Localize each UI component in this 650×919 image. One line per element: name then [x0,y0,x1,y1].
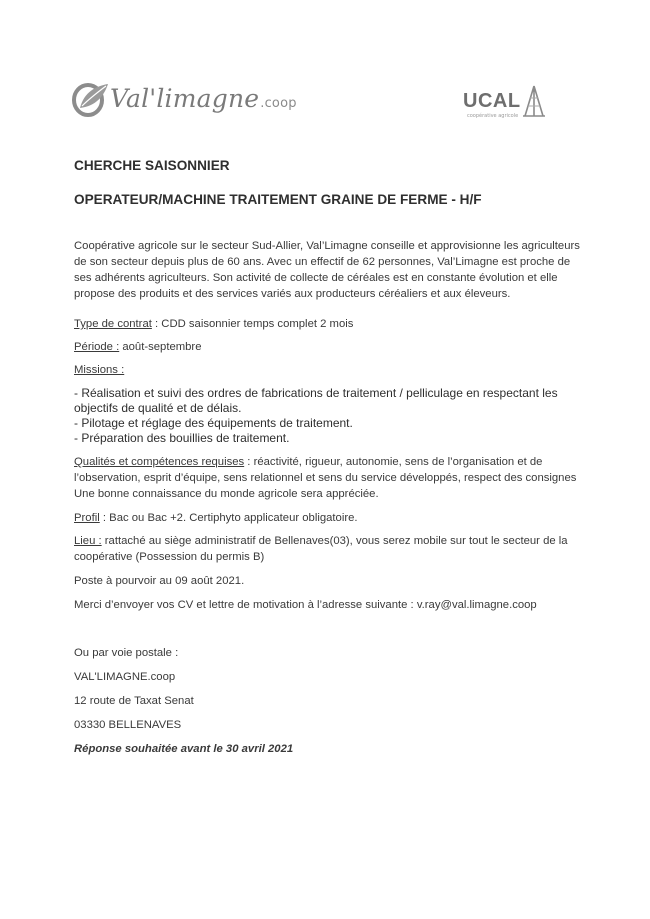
qualities-line-2: l’observation, esprit d’équipe, sens relationnel et sens du service développés, respect des consignes [74,472,577,484]
location-line-2: coopérative (Possession du permis B) [74,551,265,563]
start-date: Poste à pourvoir au 09 août 2021. [74,575,245,587]
intro-line-2: de son secteur depuis plus de 60 ans. Avec un effectif de 62 personnes, Val’Limagne est proche de [74,256,571,268]
postal-city: 03330 BELLENAVES [74,719,182,731]
vallimagne-logo [70,74,310,118]
postal-name: VAL'LIMAGNE.coop [74,671,176,683]
cv-instructions: Merci d’envoyer vos CV et lettre de motivation à l’adresse suivante : v.ray@val.limagne.coop [74,599,537,611]
mission-item-1-cont: objectifs de qualité et de délais. [74,401,242,415]
profile-value: : Bac ou Bac +2. Certiphyto applicateur obligatoire. [99,512,358,524]
contract-label: Type de contrat [74,318,152,330]
contract-value: : CDD saisonnier temps complet 2 mois [151,318,354,330]
logo-wordmark: Val'limagne [110,84,260,113]
job-title: OPERATEUR/MACHINE TRAITEMENT GRAINE DE FERME - H/F [74,192,482,207]
qualities-label: Qualités et compétences requises [74,456,245,468]
qualities-line-1: Qualités et compétences requises : réactivité, rigueur, autonomie, sens de l’organisation et de [74,456,543,468]
period-row [74,339,201,355]
period-label: Période : [74,341,120,353]
location-line-1: Lieu : rattaché au siège administratif de Bellenaves(03), vous serez mobile sur tout le secteur de la [74,535,568,547]
contract-row [74,316,353,332]
volcano-tower-icon [521,84,547,118]
ucal-tagline: coopérative agricole [467,113,519,119]
qualities-line-3: Une bonne connaissance du monde agricole sera appréciée. [74,488,379,500]
leaf-logo-icon [70,78,114,118]
period-value: août-septembre [119,341,202,353]
intro-line-4: propose des produits et des services variés aux producteurs céréaliers et aux éleveurs. [74,288,511,300]
intro-line-1: Coopérative agricole sur le secteur Sud-Allier, Val’Limagne conseille et approvisionne les agriculteurs [74,240,580,252]
mission-item-1: - Réalisation et suivi des ordres de fabrications de traitement / pelliculage en respectant les [74,386,558,400]
profile-row [74,510,358,526]
mission-item-2: - Pilotage et réglage des équipements de traitement. [74,416,353,430]
logo-suffix: .coop [260,96,297,111]
profile-label: Profil [74,512,100,524]
mission-item-3: - Préparation des bouillies de traitement. [74,431,290,445]
intro-line-3: ses adhérents agriculteurs. Son activité de collecte de céréales est en constante évolution et elle [74,272,558,284]
missions-heading: Missions : [74,364,125,376]
ucal-logo [463,84,548,120]
page-title: CHERCHE SAISONNIER [74,158,230,173]
postal-street: 12 route de Taxat Senat [74,695,194,707]
postal-intro: Ou par voie postale : [74,647,179,659]
location-label: Lieu : [74,535,102,547]
ucal-wordmark: UCAL [463,90,521,112]
reply-deadline: Réponse souhaitée avant le 30 avril 2021 [74,743,294,755]
